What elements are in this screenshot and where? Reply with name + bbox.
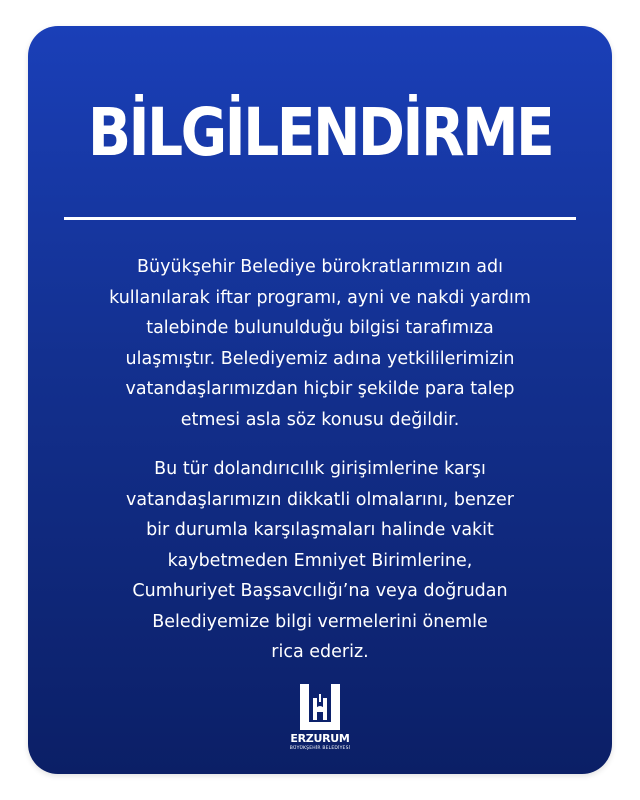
paragraph-line: Büyükşehir Belediye bürokratlarımızın adı: [137, 257, 503, 277]
erzurum-logo: [270, 680, 370, 764]
paragraph-line: rica ederiz.: [271, 642, 369, 662]
paragraph-line: kaybetmeden Emniyet Birimlerine,: [167, 550, 473, 571]
logo-subtitle: BÜYÜKŞEHİR BELEDİYESİ: [289, 746, 351, 751]
title-divider: [64, 217, 576, 220]
paragraph-line: vatandaşlarımızdan hiçbir şekilde para talep: [125, 379, 515, 399]
paragraph-line: kullanılarak iftar programı, ayni ve nakdi yardım: [109, 287, 531, 308]
announcement-paragraph-2: [60, 454, 580, 668]
paragraph-line: Belediyemize bilgi vermelerini önemle: [152, 611, 488, 632]
paragraph-line: bir durumla karşılaşmaları halinde vakit: [146, 520, 494, 540]
paragraph-line: ulaşmıştır. Belediyemiz adına yetkililerimizin: [125, 348, 515, 369]
paragraph-line: vatandaşlarımızın dikkatli olmalarını, benzer: [126, 489, 514, 510]
page-title: BİLGİLENDİRME: [87, 94, 553, 171]
paragraph-line: Bu tür dolandırıcılık girişimlerine karşı: [154, 459, 486, 479]
paragraph-line: talebinde bulunulduğu bilgisi tarafımıza: [146, 318, 494, 338]
logo-name: ERZURUM: [290, 732, 350, 745]
announcement-paragraph-1: [60, 252, 580, 435]
paragraph-line: Cumhuriyet Başsavcılığı’na veya doğrudan: [132, 581, 508, 601]
erzurum-minaret-logo-icon: [298, 682, 342, 732]
paragraph-line: etmesi asla söz konusu değildir.: [180, 409, 460, 430]
